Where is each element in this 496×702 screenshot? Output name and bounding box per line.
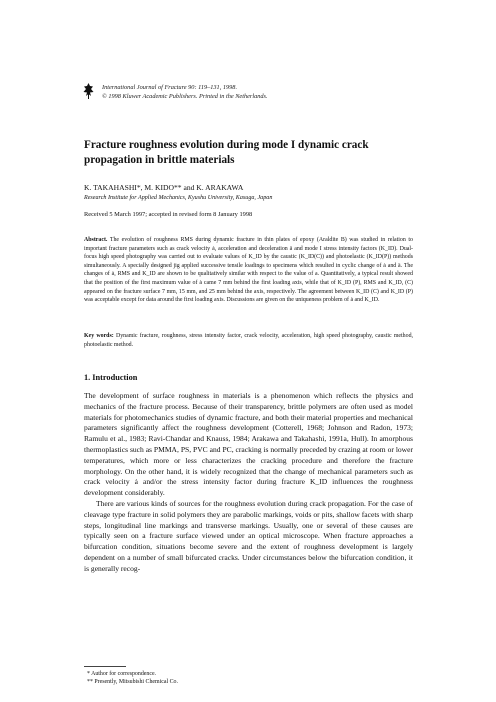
affiliation: Research Institute for Applied Mechanics, Kyushu University, Kasuga, Japan [84, 195, 273, 201]
keywords-label: Key words: [84, 333, 114, 339]
author-list: K. TAKAHASHI*, M. KIDO** and K. ARAKAWA [84, 183, 244, 192]
footnote: * Author for correspondence. [87, 671, 157, 677]
abstract-label: Abstract. [84, 237, 108, 243]
footnote-divider [84, 666, 126, 667]
keywords-text: Dynamic fracture, roughness, stress intensity factor, crack velocity, acceleration, high speed photography, caustic method, photoelastic method. [84, 333, 413, 348]
abstract [84, 236, 413, 305]
received-dates: Received 5 March 1997; accepted in revised form 8 January 1998 [84, 211, 253, 218]
journal-header [86, 83, 416, 101]
footnote: ** Presently, Mitsubishi Chemical Co. [87, 679, 178, 685]
abstract-text: The evolution of roughness RMS during dynamic fracture in thin plates of epoxy (Araldite B) was studied in relation to important fracture parameters such as crack velocity ȧ, acceleration and deceleration ä and mode I stress intensity factors (K_ID). Dual-focus high speed photography was carried out to evaluate values of K_ID by the caustic (K_ID(C)) and photoelastic (K_ID(P)) methods simultaneously. A specially designed jig applied successive tensile loadings to specimens which resulted in cyclic change of ȧ and ä. The changes of ȧ, RMS and K_ID are shown to be qualitatively similar with respect to the value of a. Quantitatively, a typical result showed that the position of the first maximum value of ȧ came 7 mm behind the first loading axis, while that of K_ID (P), RMS and K_ID, (C) appeared on the fracture surface 7 mm, 15 mm, and 25 mm behind the axis, respectively. The agreement between K_ID (C) and K_ID (P) was acceptable except for data around the first loading axis. Discussions are given on the uniqueness problem of ȧ and K_ID. [84, 237, 413, 304]
keywords [84, 332, 413, 349]
section-heading: 1. Introduction [84, 373, 138, 382]
paragraph: There are various kinds of sources for the roughness evolution during crack propagation. For the case of cleavage type fracture in solid polymers they are parabolic markings, voids or pits, shallow facets with sharp steps, longitudinal line markings and transverse markings. Usually, one or several of these causes are typically seen on a fracture surface viewed under an optical microscope. When fracture approaches a bifurcation condition, situations become severe and the extent of roughness development is largely dependent on a number of small bifurcated cracks. Under circumstances below the bifurcation condition, it is generally recog- [84, 498, 413, 573]
footnotes [87, 670, 407, 686]
paper-title: Fracture roughness evolution during mode I dynamic crack propagation in brittle materials [84, 139, 369, 166]
journal-citation: International Journal of Fracture 90: 119–131, 1998. [102, 84, 238, 91]
copyright-line: © 1998 Kluwer Academic Publishers. Printed in the Netherlands. [102, 93, 268, 100]
paragraph: The development of surface roughness in materials is a phenomenon which reflects the physics and mechanics of the fracture process. Because of their transparency, brittle polymers are often used as model materials for photomechanics studies of dynamic fracture, and both their material properties and mechanical parameters significantly affect the roughness development (Cotterell, 1968; Johnson and Radon, 1973; Ramulu et al., 1983; Ravi-Chandar and Knauss, 1984; Arakawa and Takahashi, 1991a, Hull). In amorphous thermoplastics such as PMMA, PS, PVC and PC, cracking is normally preceded by crazing at room or lower temperatures, which more or less characterizes the cracking procedure and therefore the fracture morphology. On the other hand, it is widely recognized that the change of mechanical parameters such as crack velocity ȧ and/or the stress intensity factor during fracture K_ID influences the roughness development considerably. [84, 391, 413, 498]
body-text [84, 391, 413, 575]
